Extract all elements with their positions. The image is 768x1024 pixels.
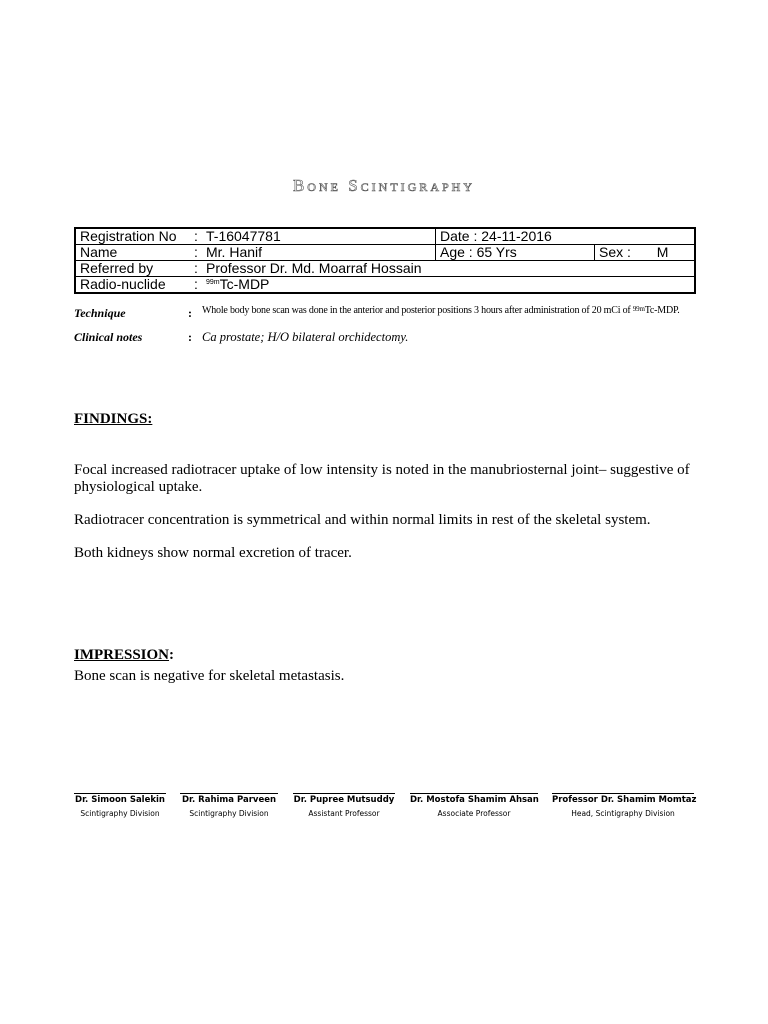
signatory-designation: Assistant Professor [308,809,380,818]
impression-text: Bone scan is negative for skeletal metastasis. [74,668,345,684]
age-value: 65 Yrs [476,244,517,260]
signature-block [74,793,166,818]
radionuclide-value: Tc-MDP [219,276,270,292]
date-value: 24-11-2016 [481,228,552,244]
colon: : [188,330,192,344]
table-row [75,261,695,277]
findings-heading: FINDINGS: [74,411,153,427]
age-cell [436,245,595,261]
signature-block [410,793,538,818]
signatory-designation: Scintigraphy Division [189,809,269,818]
findings-paragraph: Radiotracer concentration is symmetrical and within normal limits in rest of the skeletal system. [74,512,651,528]
radionuclide-cell [202,277,695,294]
signatory-name: Dr. Pupree Mutsuddy [293,795,395,805]
signatory-designation: Head, Scintigraphy Division [571,809,675,818]
sex-label: Sex : [599,244,631,260]
findings-paragraph: Both kidneys show normal excretion of tracer. [74,545,352,561]
technique-superscript: 99m [632,305,645,313]
signatory-designation: Scintigraphy Division [80,809,160,818]
report-title: Bone Scintigraphy [292,176,476,195]
sex-cell [595,245,696,261]
findings-paragraph: Focal increased radiotracer uptake of low intensity is noted in the manubriosternal joint– suggestive of physiological uptake. [74,462,690,495]
signatory-name: Professor Dr. Shamim Momtaz [552,795,697,805]
date-label: Date : [440,228,478,244]
colon: : [192,261,202,277]
table-row [75,277,695,294]
impression-heading: IMPRESSION: [74,647,175,663]
age-label: Age : [440,244,473,260]
sex-value: M [656,244,669,260]
signatory-name: Dr. Rahima Parveen [181,795,277,805]
table-row [75,228,695,245]
technique-text: Whole body bone scan was done in the anterior and posterior positions 3 hours after administration of 20 mCi of $^{99m}$Tc-MDP. [202,305,680,316]
colon: : [192,245,202,261]
referred-value: Professor Dr. Md. Moarraf Hossain [202,261,695,277]
referred-label: Referred by [75,261,192,277]
colon: : [188,306,192,320]
clinical-notes-text: Ca prostate; H/O bilateral orchidectomy. [202,330,409,344]
signature-block [293,793,395,818]
radionuclide-superscript: 99m [206,279,220,286]
radionuclide-label: Radio-nuclide [75,277,192,294]
clinical-notes-label: Clinical notes [74,330,143,344]
colon: : [192,228,202,245]
signature-block [180,793,278,818]
signature-block [552,793,697,818]
date-cell [436,228,696,245]
name-value: Mr. Hanif [202,245,436,261]
technique-label: Technique [74,306,126,320]
registration-label: Registration No [75,228,192,245]
signatory-designation: Associate Professor [437,809,511,818]
signatory-name: Dr. Mostofa Shamim Ahsan [410,795,539,805]
colon: : [192,277,202,294]
name-label: Name [75,245,192,261]
registration-value: T-16047781 [202,228,436,245]
registration-table [74,227,696,294]
table-row [75,245,695,261]
signatory-name: Dr. Simoon Salekin [75,795,165,805]
